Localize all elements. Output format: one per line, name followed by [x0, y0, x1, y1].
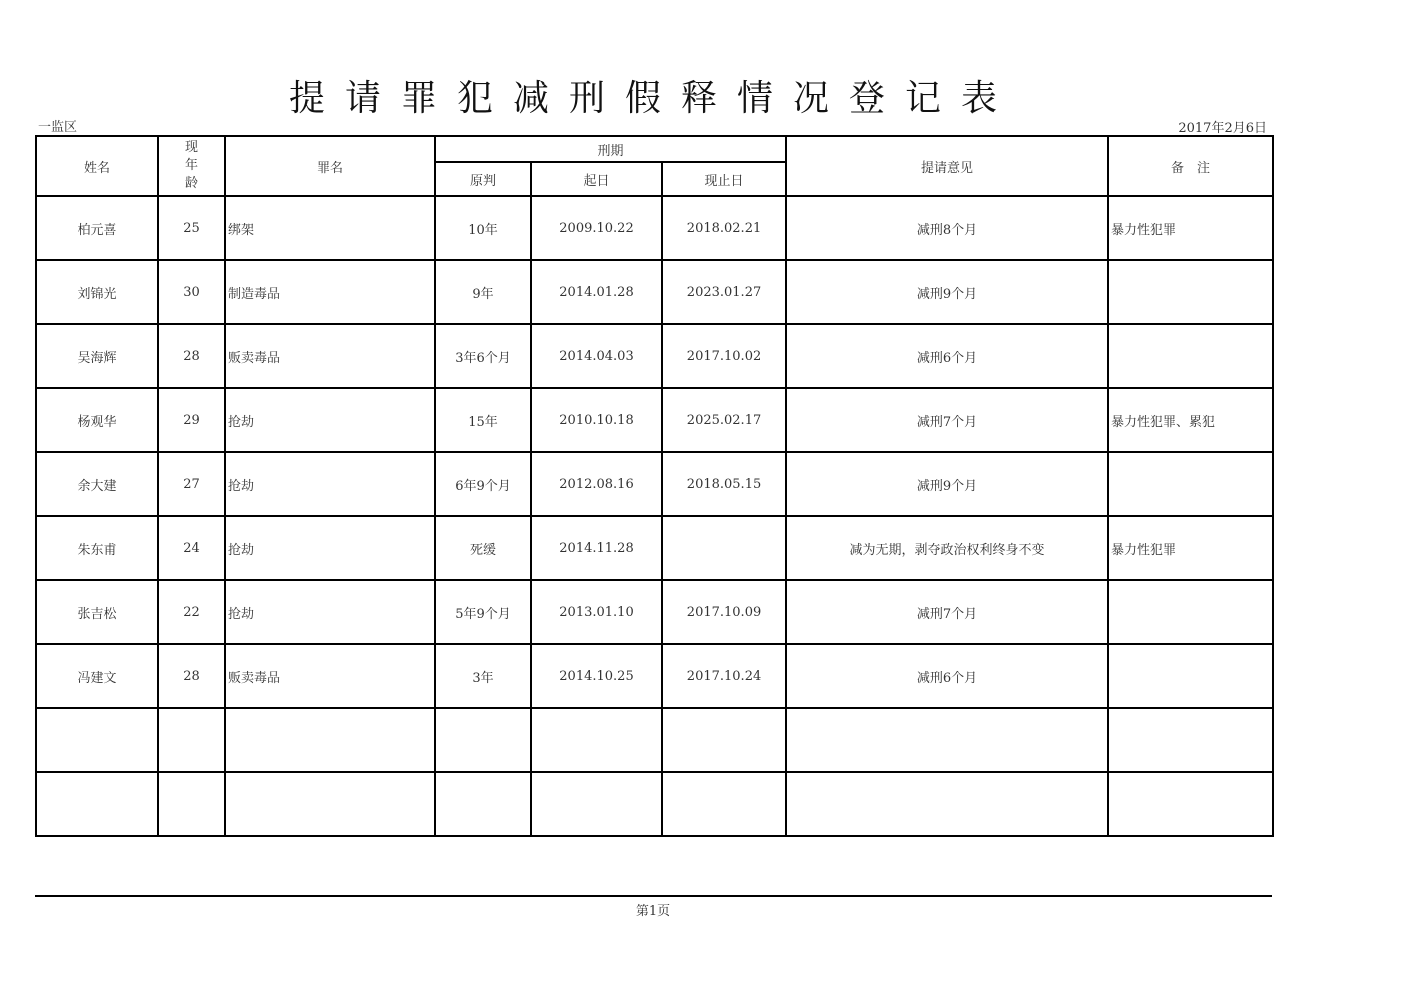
cell-original-sentence: 9年 [435, 260, 531, 324]
header-age-label: 现年龄 [184, 140, 198, 191]
cell-start-date [531, 772, 662, 836]
cell-start-date: 2012.08.16 [531, 452, 662, 516]
cell-remarks [1108, 452, 1273, 516]
cell-name: 余大建 [36, 452, 158, 516]
cell-original-sentence: 死缓 [435, 516, 531, 580]
cell-age: 27 [158, 452, 225, 516]
cell-end-date: 2017.10.24 [662, 644, 786, 708]
header-name: 姓名 [36, 136, 158, 196]
document-date: 2017年2月6日 [1178, 121, 1267, 136]
cell-name: 柏元喜 [36, 196, 158, 260]
header-start-date: 起日 [531, 162, 662, 196]
cell-proposal: 减刑6个月 [786, 644, 1108, 708]
cell-age: 28 [158, 644, 225, 708]
cell-crime: 抢劫 [225, 580, 435, 644]
cell-name: 刘锦光 [36, 260, 158, 324]
cell-name: 杨观华 [36, 388, 158, 452]
table-row [36, 516, 1273, 580]
cell-crime: 抢劫 [225, 516, 435, 580]
cell-remarks [1108, 708, 1273, 772]
cell-crime: 抢劫 [225, 388, 435, 452]
cell-original-sentence: 15年 [435, 388, 531, 452]
cell-original-sentence: 5年9个月 [435, 580, 531, 644]
table-row [36, 644, 1273, 708]
cell-original-sentence: 3年 [435, 644, 531, 708]
header-original-sentence: 原判 [435, 162, 531, 196]
header-proposal: 提请意见 [786, 136, 1108, 196]
cell-crime [225, 708, 435, 772]
table-row [36, 708, 1273, 772]
table-row [36, 772, 1273, 836]
footer-divider [35, 895, 1272, 897]
cell-name: 张吉松 [36, 580, 158, 644]
cell-start-date: 2014.11.28 [531, 516, 662, 580]
cell-age: 25 [158, 196, 225, 260]
cell-proposal: 减刑9个月 [786, 452, 1108, 516]
cell-crime: 贩卖毒品 [225, 324, 435, 388]
cell-name: 吴海辉 [36, 324, 158, 388]
cell-start-date: 2014.04.03 [531, 324, 662, 388]
table-row [36, 580, 1273, 644]
cell-original-sentence: 6年9个月 [435, 452, 531, 516]
page-number: 第1页 [635, 904, 671, 919]
cell-age: 29 [158, 388, 225, 452]
cell-end-date [662, 772, 786, 836]
cell-remarks [1108, 324, 1273, 388]
table-header-row [36, 136, 1273, 162]
cell-end-date [662, 708, 786, 772]
cell-name [36, 772, 158, 836]
cell-remarks [1108, 772, 1273, 836]
cell-age: 24 [158, 516, 225, 580]
cell-end-date: 2018.02.21 [662, 196, 786, 260]
cell-start-date: 2010.10.18 [531, 388, 662, 452]
cell-start-date: 2014.01.28 [531, 260, 662, 324]
cell-crime: 制造毒品 [225, 260, 435, 324]
cell-proposal [786, 772, 1108, 836]
cell-end-date [662, 516, 786, 580]
cell-start-date [531, 708, 662, 772]
cell-name [36, 708, 158, 772]
cell-proposal: 减为无期，剥夺政治权利终身不变 [786, 516, 1108, 580]
cell-remarks [1108, 580, 1273, 644]
cell-end-date: 2017.10.02 [662, 324, 786, 388]
cell-proposal: 减刑7个月 [786, 388, 1108, 452]
header-end-date: 现止日 [662, 162, 786, 196]
cell-remarks: 暴力性犯罪、累犯 [1108, 388, 1273, 452]
cell-end-date: 2023.01.27 [662, 260, 786, 324]
register-table [35, 135, 1274, 837]
header-term-group: 刑期 [435, 136, 786, 162]
cell-age [158, 708, 225, 772]
cell-original-sentence: 10年 [435, 196, 531, 260]
table-row [36, 260, 1273, 324]
cell-name: 朱东甫 [36, 516, 158, 580]
cell-crime: 抢劫 [225, 452, 435, 516]
table-row [36, 388, 1273, 452]
cell-end-date: 2025.02.17 [662, 388, 786, 452]
cell-age: 28 [158, 324, 225, 388]
cell-original-sentence: 3年6个月 [435, 324, 531, 388]
header-crime: 罪名 [225, 136, 435, 196]
table-row [36, 324, 1273, 388]
table-row [36, 196, 1273, 260]
cell-remarks [1108, 260, 1273, 324]
cell-end-date: 2018.05.15 [662, 452, 786, 516]
cell-crime: 绑架 [225, 196, 435, 260]
cell-start-date: 2014.10.25 [531, 644, 662, 708]
header-remarks: 备 注 [1108, 136, 1273, 196]
cell-original-sentence [435, 708, 531, 772]
cell-remarks: 暴力性犯罪 [1108, 516, 1273, 580]
document-title: 提请罪犯减刑假释情况登记表 [288, 78, 1017, 119]
cell-proposal: 减刑8个月 [786, 196, 1108, 260]
cell-crime [225, 772, 435, 836]
cell-age: 30 [158, 260, 225, 324]
header-age [158, 136, 225, 196]
cell-start-date: 2013.01.10 [531, 580, 662, 644]
cell-age [158, 772, 225, 836]
cell-age: 22 [158, 580, 225, 644]
cell-proposal: 减刑7个月 [786, 580, 1108, 644]
cell-start-date: 2009.10.22 [531, 196, 662, 260]
cell-original-sentence [435, 772, 531, 836]
cell-end-date: 2017.10.09 [662, 580, 786, 644]
cell-name: 冯建文 [36, 644, 158, 708]
cell-remarks [1108, 644, 1273, 708]
cell-proposal [786, 708, 1108, 772]
table-body [36, 196, 1273, 836]
cell-crime: 贩卖毒品 [225, 644, 435, 708]
table-row [36, 452, 1273, 516]
cell-proposal: 减刑9个月 [786, 260, 1108, 324]
cell-remarks: 暴力性犯罪 [1108, 196, 1273, 260]
unit-label: 一监区 [38, 120, 78, 135]
cell-proposal: 减刑6个月 [786, 324, 1108, 388]
